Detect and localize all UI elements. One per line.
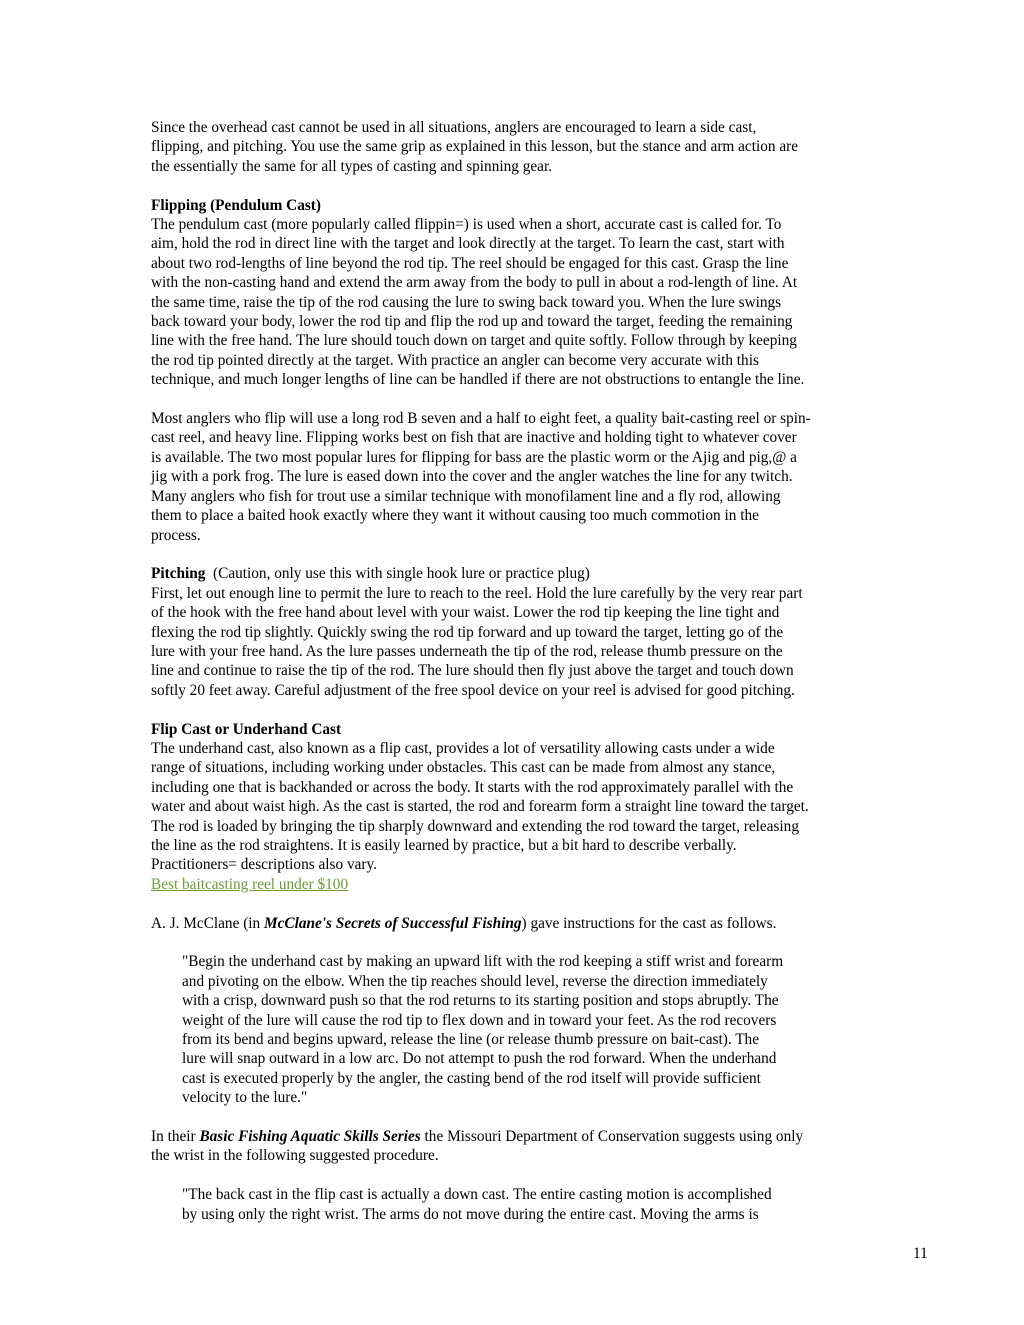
missouri-quote (182, 1185, 842, 1224)
intro-paragraph (151, 118, 876, 176)
missouri-line (151, 1127, 876, 1146)
pitching-heading-line (151, 564, 876, 583)
quote-line: "The back cast in the flip cast is actually a down cast. The entire casting motion is accomplished (182, 1186, 772, 1204)
text-line: Most anglers who flip will use a long rod B seven and a half to eight feet, a quality bait-casting reel or spin- (151, 410, 811, 428)
text-line: of the hook with the free hand about level with your waist. Lower the rod tip keeping the line tight and (151, 604, 780, 622)
text-line: the essentially the same for all types of casting and spinning gear. (151, 157, 553, 175)
text-line: cast reel, and heavy line. Flipping works best on fish that are inactive and holding tight to whatever cover (151, 429, 797, 447)
missouri-before: In their (151, 1128, 200, 1146)
quote-line: cast is executed properly by the angler, the casting bend of the rod itself will provide sufficient (182, 1069, 761, 1087)
mcclane-quote (182, 952, 842, 1107)
underhand-section (151, 720, 876, 895)
underhand-heading: Flip Cast or Underhand Cast (151, 720, 342, 738)
text-line: Since the overhead cast cannot be used in all situations, anglers are encouraged to learn a side cast, (151, 119, 757, 136)
text-line: the line as the rod straightens. It is easily learned by practice, but a bit hard to describe verbally. (151, 836, 737, 854)
pitching-section (151, 564, 876, 700)
text-line: Many anglers who fish for trout use a similar technique with monofilament line and a fly rod, allowing (151, 487, 781, 505)
text-line: the rod tip pointed directly at the target. With practice an angler can become very accurate with this (151, 351, 759, 369)
mcclane-book-title: McClane's Secrets of Successful Fishing (264, 914, 522, 932)
mcclane-line (151, 914, 876, 933)
quote-line: "Begin the underhand cast by making an upward lift with the rod keeping a stiff wrist and forearm (182, 953, 784, 971)
text-line: back toward your body, lower the rod tip and flip the rod up and toward the target, feeding the remaining (151, 313, 793, 331)
text-line: flexing the rod tip slightly. Quickly swing the rod tip forward and up toward the target, letting go of the (151, 623, 784, 641)
baitcasting-reel-link[interactable]: Best baitcasting reel under $100 (151, 875, 349, 893)
quote-line: and pivoting on the elbow. When the tip reaches should level, reverse the direction immediately (182, 972, 768, 990)
link-line (151, 875, 876, 894)
missouri-after: the Missouri Department of Conservation suggests using only (420, 1128, 804, 1146)
text-line: The rod is loaded by bringing the tip sharply downward and extending the rod toward the target, releasing (151, 817, 799, 835)
quote-line: velocity to the lure." (182, 1089, 308, 1107)
text-line: range of situations, including working under obstacles. This cast can be made from almost any stance, (151, 759, 776, 777)
document-body (151, 118, 876, 1224)
text-line: First, let out enough line to permit the lure to reach to the reel. Hold the lure carefully by the very rear part (151, 584, 803, 602)
quote-line: from its bend and begins upward, release the line (or release thumb pressure on bait-cast). The (182, 1031, 759, 1048)
text-line: them to place a baited hook exactly where they want it without causing too much commotion in the (151, 507, 759, 525)
text-line: process. (151, 526, 201, 544)
text-line: is available. The two most popular lures for flipping for bass are the plastic worm or the Ajig and pig,@ a (151, 448, 797, 466)
missouri-intro (151, 1127, 876, 1166)
mcclane-intro (151, 914, 876, 933)
page-number: 11 (913, 1245, 928, 1262)
text-line: line with the free hand. The lure should touch down on target and quite softly. Follow through by keeping (151, 332, 797, 350)
text-line: The pendulum cast (more popularly called flippin=) is used when a short, accurate cast is called for. To (151, 216, 782, 234)
text-line: the wrist in the following suggested procedure. (151, 1147, 439, 1165)
pitching-heading: Pitching (151, 565, 206, 583)
text-line: aim, hold the rod in direct line with the target and look directly at the target. To learn the cast, start with (151, 235, 785, 253)
missouri-series-title: Basic Fishing Aquatic Skills Series (199, 1128, 421, 1146)
pitching-caution-note: (Caution, only use this with single hook lure or practice plug) (205, 565, 590, 583)
mcclane-after: ) gave instructions for the cast as follows. (521, 914, 777, 932)
text-line: jig with a pork frog. The lure is eased down into the cover and the angler watches the line for any twitch. (151, 468, 793, 486)
text-line: lure with your free hand. As the lure passes underneath the tip of the rod, release thumb pressure on the (151, 642, 783, 660)
text-line: Practitioners= descriptions also vary. (151, 856, 377, 874)
text-line: technique, and much longer lengths of line can be handled if there are not obstructions to entangle the line. (151, 371, 805, 389)
quote-line: lure will snap outward in a low arc. Do not attempt to push the rod forward. When the underhand (182, 1050, 777, 1068)
text-line: The underhand cast, also known as a flip cast, provides a lot of versatility allowing casts under a wide (151, 739, 775, 757)
mcclane-before: A. J. McClane (in (151, 914, 265, 932)
quote-line: by using only the right wrist. The arms do not move during the entire cast. Moving the arms is (182, 1205, 759, 1223)
text-line: about two rod-lengths of line beyond the rod tip. The reel should be engaged for this cast. Grasp the line (151, 254, 789, 272)
flipping-section (151, 196, 876, 390)
text-line: line and continue to raise the tip of the rod. The lure should then fly just above the target and touch down (151, 662, 794, 680)
quote-line: with a crisp, downward push so that the rod returns to its starting position and stops abruptly. The (182, 992, 779, 1010)
text-line: water and about waist high. As the cast is started, the rod and forearm form a straight line toward the target. (151, 798, 809, 816)
flipping-gear-paragraph (151, 409, 876, 545)
text-line: with the non-casting hand and extend the arm away from the body to pull in about a rod-length of line. At (151, 274, 798, 292)
text-line: softly 20 feet away. Careful adjustment of the free spool device on your reel is advised for good pitching. (151, 681, 795, 699)
text-line: including one that is backhanded or across the body. It starts with the rod approximately parallel with the (151, 778, 794, 796)
quote-line: weight of the lure will cause the rod tip to flex down and in toward your feet. As the rod recovers (182, 1011, 777, 1029)
flipping-heading: Flipping (Pendulum Cast) (151, 196, 321, 214)
text-line: the same time, raise the tip of the rod causing the lure to swing back toward you. When the lure swings (151, 293, 782, 311)
text-line: flipping, and pitching. You use the same grip as explained in this lesson, but the stance and arm action are (151, 138, 799, 156)
